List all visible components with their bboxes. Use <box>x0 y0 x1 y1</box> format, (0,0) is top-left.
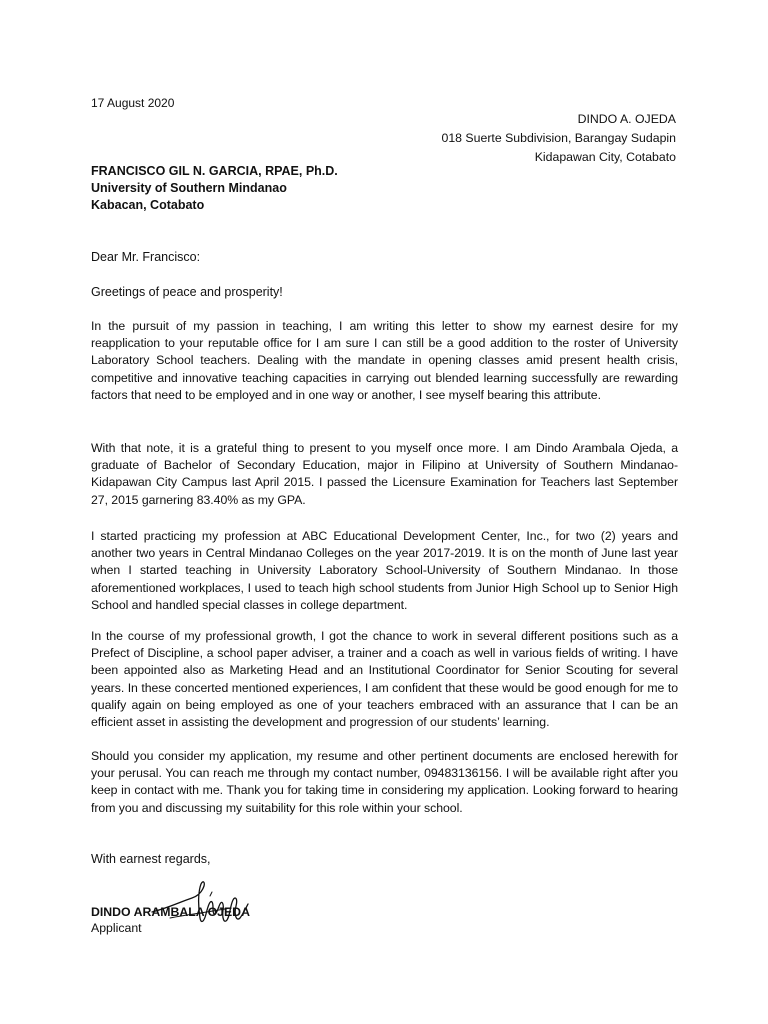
sender-address-line-1: 018 Suerte Subdivision, Barangay Sudapin <box>441 131 676 145</box>
body-paragraph-1 <box>91 318 678 404</box>
sender-block <box>442 110 677 167</box>
body-paragraph-3 <box>91 528 678 614</box>
recipient-organization: University of Southern Mindanao <box>91 181 287 195</box>
letter-date: 17 August 2020 <box>91 96 175 110</box>
signatory-role: Applicant <box>91 921 142 935</box>
body-paragraph-4 <box>91 628 678 731</box>
sender-address-line-2: Kidapawan City, Cotabato <box>534 150 676 164</box>
paragraph-text: I started practicing my profession at ABC Educational Development Center, Inc., for two (2) years and another two years in Central Mindanao Colleges on the year 2017-2019. It is on the month of June last year when I started teaching in University Laboratory School-University of Southern Mindanao. In those aforementioned workplaces, I used to teach high school students from Junior High School up to Senior High School and handled special classes in college department. <box>91 529 678 612</box>
recipient-name: FRANCISCO GIL N. GARCIA, RPAE, Ph.D. <box>91 164 338 178</box>
signatory-name: DINDO ARAMBALA OJEDA <box>91 905 250 919</box>
body-paragraph-5 <box>91 748 678 817</box>
paragraph-text: Should you consider my application, my resume and other pertinent documents are enclosed herewith for your perusal. You can reach me through my contact number, 09483136156. I will be available right after you keep in contact with me. Thank you for taking time in considering my application. Looking forward to hearing from you and discussing my suitability for this role within your school. <box>91 749 678 815</box>
sender-name: DINDO A. OJEDA <box>577 112 676 126</box>
greeting: Greetings of peace and prosperity! <box>91 285 283 299</box>
recipient-block <box>91 163 338 214</box>
body-paragraph-2 <box>91 440 678 509</box>
paragraph-text: In the pursuit of my passion in teaching, I am writing this letter to show my earnest desire for my reapplication to your reputable office for I am sure I can still be a good addition to the roster of University Laboratory School teachers. Dealing with the mandate in opening classes amid present health crisis, competitive and innovative teaching capacities in carrying out blended learning successfully are rewarding factors that need to be employed and in one way or another, I see myself bearing this attribute. <box>91 319 678 402</box>
paragraph-text: In the course of my professional growth, I got the chance to work in several different positions such as a Prefect of Discipline, a school paper adviser, a trainer and a coach as well in various fields of writing. I have been appointed also as Marketing Head and an Institutional Coordinator for Senior Scouting for several years. In these concerted mentioned experiences, I am confident that these would be good enough for me to qualify again on being employed as one of your teachers embraced with an assurance that I can be an efficient asset in assisting the development and progression of our students’ learning. <box>91 629 678 730</box>
salutation: Dear Mr. Francisco: <box>91 250 201 264</box>
paragraph-text: With that note, it is a grateful thing to present to you myself once more. I am Dindo Arambala Ojeda, a graduate of Bachelor of Secondary Education, major in Filipino at University of Southern Mindanao-Kidapawan City Campus last April 2015. I passed the Licensure Examination for Teachers last September 27, 2015 garnering 83.40% as my GPA. <box>91 441 678 507</box>
closing: With earnest regards, <box>91 852 211 866</box>
recipient-location: Kabacan, Cotabato <box>91 198 205 212</box>
